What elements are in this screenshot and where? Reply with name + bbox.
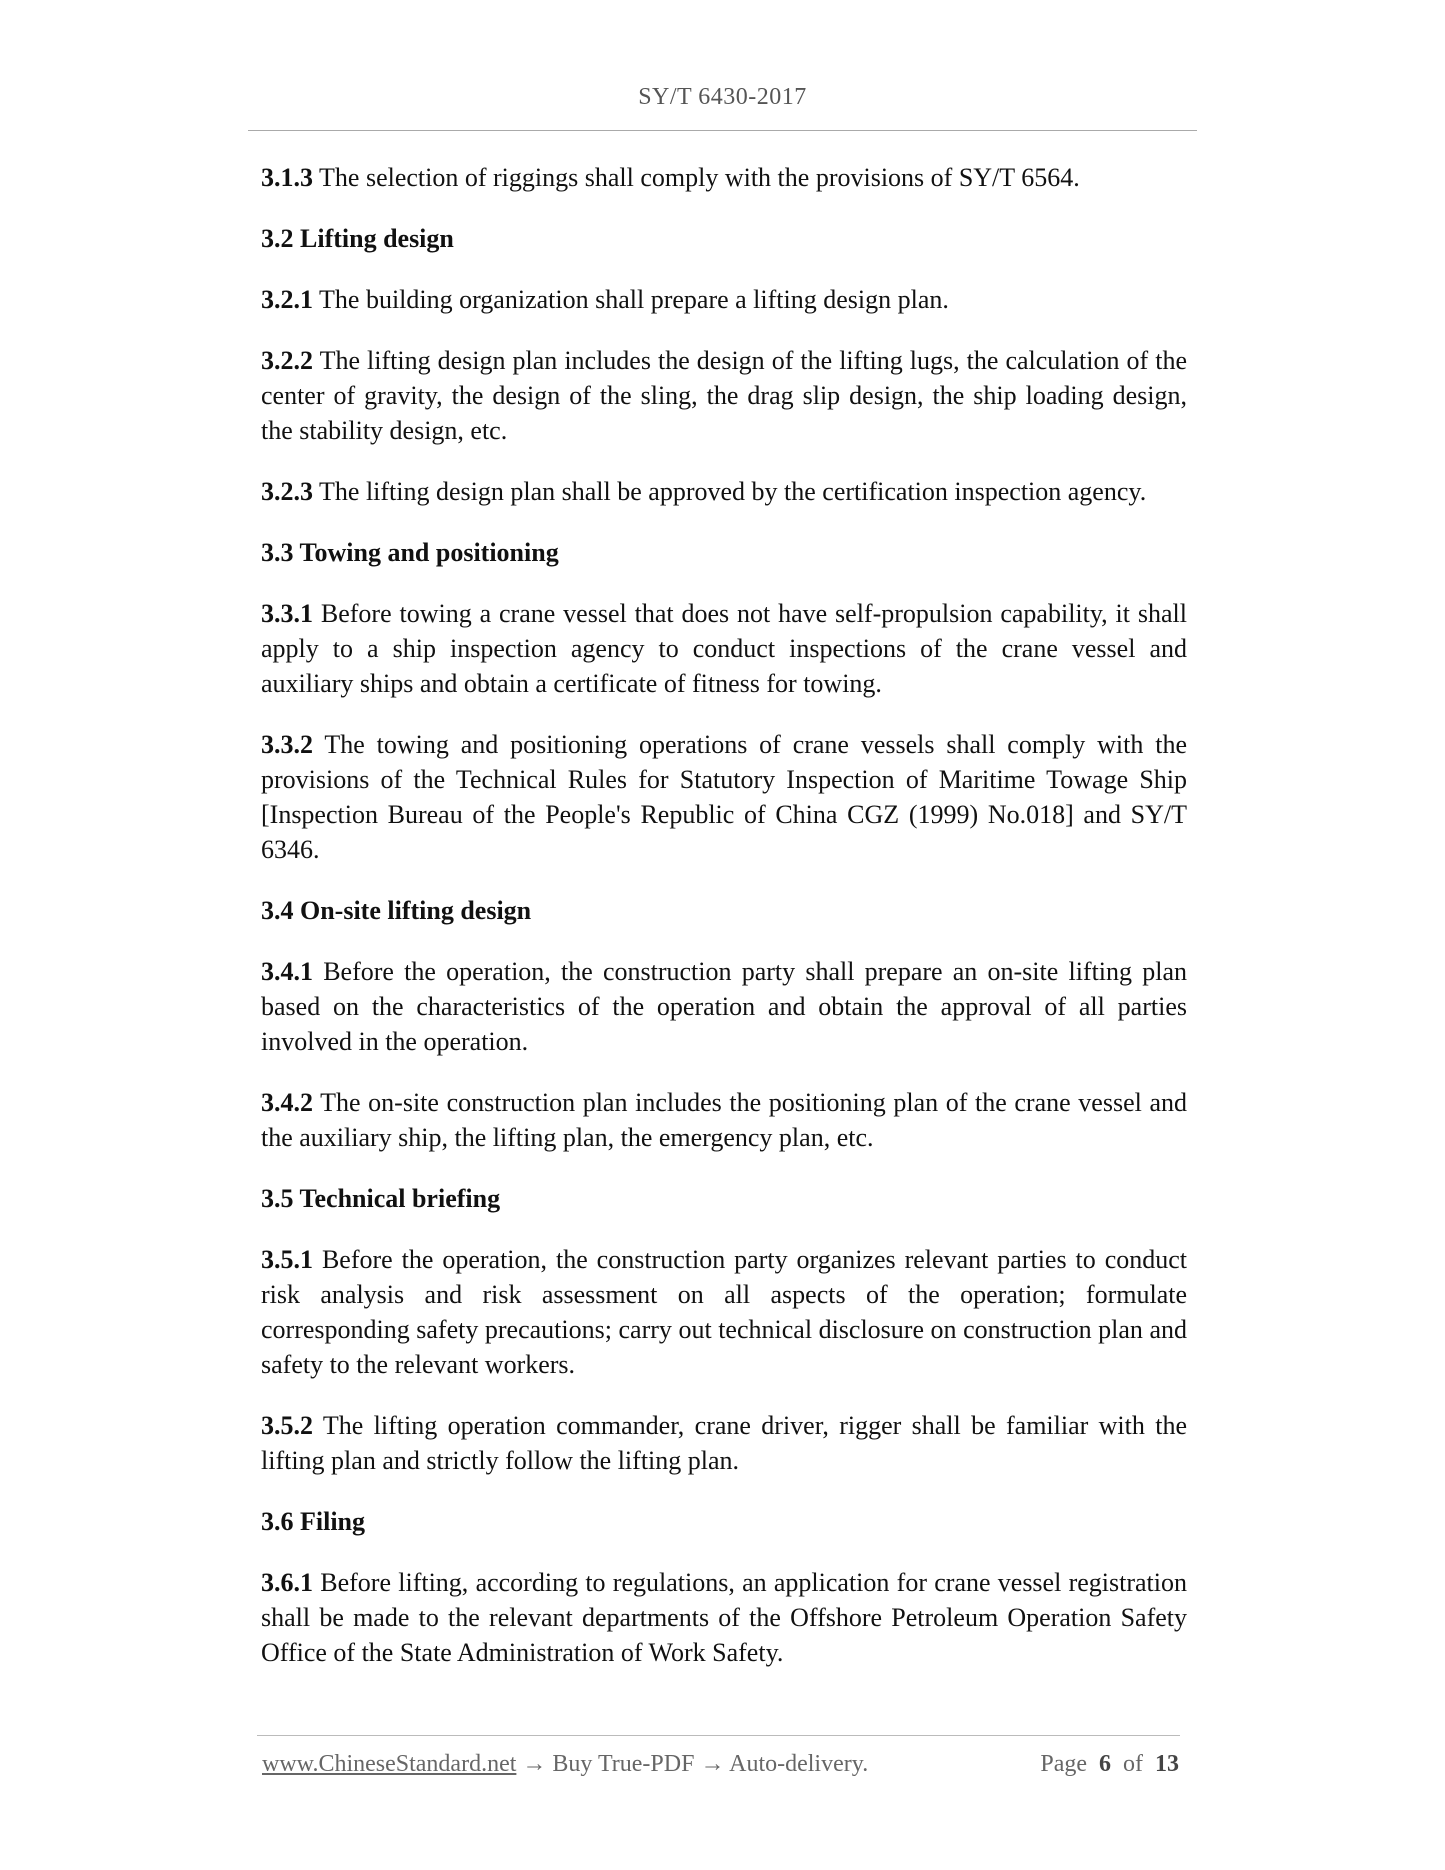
section-heading-3-5: 3.5 Technical briefing — [261, 1184, 501, 1213]
clause-text: The on-site construction plan includes the positioning plan of the crane vessel and the auxiliary ship, the lifting plan, the emergency plan, etc. — [261, 1088, 1187, 1152]
clause-text: Before the operation, the construction party shall prepare an on-site lifting plan based on the characteristics of the operation and obtain the approval of all parties involved in the operation. — [261, 957, 1187, 1056]
page-indicator — [1040, 1751, 1179, 1778]
clause-text: The lifting operation commander, crane driver, rigger shall be familiar with the lifting plan and strictly follow the lifting plan. — [261, 1411, 1187, 1475]
section-heading-3-2: 3.2 Lifting design — [261, 224, 454, 253]
clause-3-3-2 — [261, 727, 1187, 867]
clause-3-2-3 — [261, 474, 1187, 509]
clause-text: The selection of riggings shall comply with the provisions of SY/T 6564. — [313, 163, 1080, 192]
clause-3-5-1 — [261, 1242, 1187, 1382]
section-heading-3-4: 3.4 On-site lifting design — [261, 896, 532, 925]
clause-3-1-3 — [261, 160, 1187, 195]
clause-3-2-1 — [261, 282, 1187, 317]
clause-number: 3.5.1 — [261, 1245, 313, 1274]
clause-number: 3.5.2 — [261, 1411, 313, 1440]
total-page-number: 13 — [1155, 1751, 1179, 1777]
clause-text: The building organization shall prepare a lifting design plan. — [313, 285, 949, 314]
clause-number: 3.1.3 — [261, 163, 313, 192]
clause-number: 3.4.2 — [261, 1088, 313, 1117]
clause-3-4-2 — [261, 1085, 1187, 1155]
of-label: of — [1123, 1751, 1143, 1777]
clause-text: Before lifting, according to regulations, an application for crane vessel registration shall be made to the relevant departments of the Offshore Petroleum Operation Safety Office of the State Administration of Work Safety. — [261, 1568, 1187, 1667]
clause-3-5-2 — [261, 1408, 1187, 1478]
clause-number: 3.2.2 — [261, 346, 313, 375]
footer-promo — [262, 1751, 868, 1778]
clause-number: 3.2.3 — [261, 477, 313, 506]
clause-text: The lifting design plan shall be approved by the certification inspection agency. — [313, 477, 1147, 506]
header-divider — [248, 130, 1197, 131]
clause-3-6-1 — [261, 1565, 1187, 1670]
section-heading-3-6: 3.6 Filing — [261, 1507, 366, 1536]
footer-promo-text: → Buy True-PDF → Auto-delivery. — [516, 1751, 869, 1777]
clause-number: 3.2.1 — [261, 285, 313, 314]
clause-number: 3.3.2 — [261, 730, 313, 759]
website-link[interactable]: www.ChineseStandard.net — [262, 1751, 517, 1777]
clause-text: Before towing a crane vessel that does not have self-propulsion capability, it shall apply to a ship inspection agency to conduct inspections of the crane vessel and auxiliary ships and obtain a certificate of fitness for towing. — [261, 599, 1187, 698]
clause-text: The lifting design plan includes the design of the lifting lugs, the calculation of the center of gravity, the design of the sling, the drag slip design, the ship loading design, the stability design, etc. — [261, 346, 1187, 445]
section-heading-3-3: 3.3 Towing and positioning — [261, 538, 559, 567]
document-body — [261, 160, 1187, 1696]
current-page-number: 6 — [1099, 1751, 1111, 1777]
clause-number: 3.4.1 — [261, 957, 313, 986]
page-header-title: SY/T 6430-2017 — [638, 84, 807, 110]
clause-text: Before the operation, the construction party organizes relevant parties to conduct risk analysis and risk assessment on all aspects of the operation; formulate corresponding safety precautions; carry out technical disclosure on construction plan and safety to the relevant workers. — [261, 1245, 1187, 1379]
clause-3-4-1 — [261, 954, 1187, 1059]
clause-number: 3.3.1 — [261, 599, 313, 628]
footer-divider — [257, 1735, 1180, 1736]
clause-text: The towing and positioning operations of crane vessels shall comply with the provisions of the Technical Rules for Statutory Inspection of Maritime Towage Ship [Inspection Bureau of the People's Republic of China CGZ (1999) No.018] and SY/T 6346. — [261, 730, 1187, 864]
clause-3-3-1 — [261, 596, 1187, 701]
page-label: Page — [1040, 1751, 1087, 1777]
clause-3-2-2 — [261, 343, 1187, 448]
clause-number: 3.6.1 — [261, 1568, 313, 1597]
